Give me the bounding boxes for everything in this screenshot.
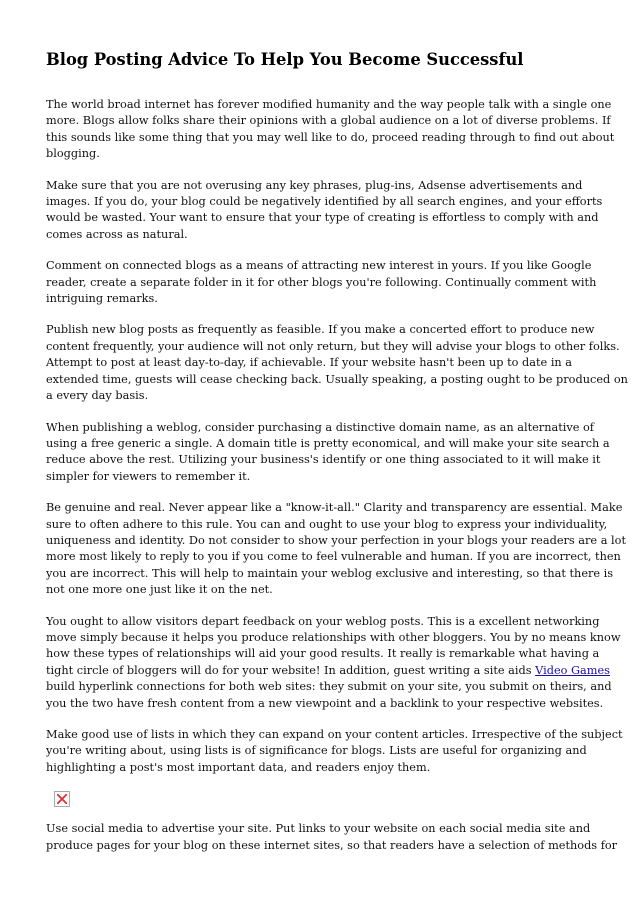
- text-line: Make sure that you are not overusing any key phrases, plug-ins, Adsense advertisements and: [46, 178, 583, 192]
- text-line: how these types of relationships will aid your good results. It really is remarkable what having a: [46, 647, 600, 661]
- text-line: highlighting a post's most important data, and readers enjoy them.: [46, 760, 431, 774]
- text-line: Comment on connected blogs as a means of attracting new interest in yours. If you like Google: [46, 259, 592, 273]
- text-line: not one more one just like it on the net.: [46, 583, 273, 597]
- text-line: Attempt to post at least day-to-day, if achievable. If your website hasn't been up to date in a: [46, 356, 573, 370]
- text-line: move simply because it helps you produce relationships with other bloggers. You by no means know: [46, 630, 621, 644]
- paragraph: [46, 614, 621, 712]
- text-line: using a free generic a single. A domain title is pretty economical, and will make your site search a: [46, 436, 610, 450]
- paragraph: [46, 97, 615, 163]
- text-line: more most likely to reply to you if you come to feel vulnerable and human. If you are incorrect, then: [46, 550, 621, 564]
- text-line: The world broad internet has forever modified humanity and the way people talk with a single one: [46, 98, 612, 111]
- text-line: Make good use of lists in which they can expand on your content articles. Irrespective of the subject: [46, 728, 623, 741]
- link-line-text: tight circle of bloggers will do for your website! In addition, guest writing a site aids: [46, 663, 536, 677]
- text-line: you're writing about, using lists is of significance for blogs. Lists are useful for organizing and: [46, 744, 587, 758]
- video-games-link[interactable]: Video Games: [535, 663, 610, 677]
- page-title: Blog Posting Advice To Help You Become Successful: [46, 50, 524, 69]
- text-line: extended time, guests will cease checking back. Usually speaking, a posting ought to be produced on: [46, 372, 628, 386]
- paragraph: [46, 500, 626, 598]
- text-line: sure to often adhere to this rule. You can and ought to use your blog to express your individuality,: [46, 517, 608, 531]
- paragraph: [46, 258, 598, 307]
- text-line: this sounds like some thing that you may well like to do, proceed reading through to find out about: [46, 130, 615, 144]
- text-line: blogging.: [46, 147, 100, 161]
- paragraph: [46, 322, 628, 404]
- text-line: You ought to allow visitors depart feedback on your weblog posts. This is a excellent networking: [46, 614, 600, 628]
- text-line: build hyperlink connections for both web sites: they submit on your site, you submit on theirs, and: [46, 680, 612, 694]
- text-line: you the two have fresh content from a new viewpoint and a backlink to your respective websites.: [46, 696, 604, 710]
- text-line: Use social media to advertise your site. Put links to your website on each social media site and: [46, 822, 591, 836]
- document-page: [46, 50, 628, 869]
- text-line: When publishing a weblog, consider purchasing a distinctive domain name, as an alternative of: [46, 420, 594, 434]
- text-line: intriguing remarks.: [46, 292, 158, 306]
- text-line: images. If you do, your blog could be negatively identified by all search engines, and your efforts: [46, 195, 603, 209]
- text-line: would be wasted. Your want to ensure that your type of creating is effortless to comply with and: [46, 211, 599, 225]
- broken-image-icon: [54, 791, 70, 807]
- text-line: Publish new blog posts as frequently as feasible. If you make a concerted effort to produce new: [46, 323, 595, 337]
- text-line: reader, create a separate folder in it for other blogs you're following. Continually comment with: [46, 275, 597, 289]
- text-line: more. Blogs allow folks share their opinions with a global audience on a lot of diverse problems. If: [46, 114, 611, 128]
- text-line: uniqueness and identity. Do not consider to show your perfection in your blogs your readers are a lot: [46, 533, 626, 547]
- paragraph: [46, 420, 610, 486]
- paragraph: [46, 178, 603, 244]
- text-line: produce pages for your blog on these internet sites, so that readers have a selection of methods for: [46, 838, 618, 852]
- text-line: reduce above the rest. Utilizing your business's identify or one thing associated to it will make it: [46, 453, 601, 467]
- text-line: Be genuine and real. Never appear like a "know-it-all." Clarity and transparency are essential. Make: [46, 501, 623, 515]
- text-line-with-link: [46, 663, 610, 679]
- text-line: content frequently, your audience will not only return, but they will advise your blogs to other folks.: [46, 339, 620, 353]
- text-line: you are incorrect. This will help to maintain your weblog exclusive and interesting, so that there is: [46, 566, 614, 580]
- text-line: simpler for viewers to remember it.: [46, 469, 251, 483]
- paragraph: [46, 727, 623, 776]
- paragraph: [46, 821, 618, 854]
- text-line: comes across as natural.: [46, 227, 188, 241]
- text-line: a every day basis.: [46, 389, 149, 403]
